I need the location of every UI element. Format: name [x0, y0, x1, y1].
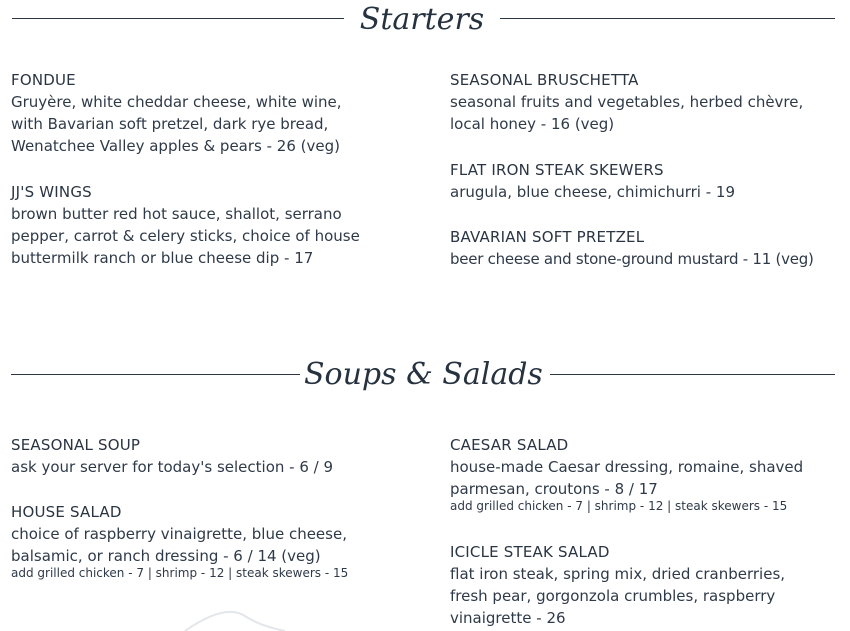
menu-item-icicle-steak-salad [450, 541, 785, 629]
menu-item-jjs-wings [11, 181, 360, 269]
item-addon: add grilled chicken - 7 | shrimp - 12 | steak skewers - 15 [11, 566, 349, 580]
item-desc-line: with Bavarian soft pretzel, dark rye bread, [11, 115, 329, 133]
soups-salads-title: Soups & Salads [304, 357, 543, 392]
item-desc-line: buttermilk ranch or blue cheese dip - 17 [11, 249, 314, 267]
item-desc-line: house-made Caesar dressing, romaine, shaved [450, 458, 804, 476]
item-name: BAVARIAN SOFT PRETZEL [450, 228, 645, 246]
item-name: SEASONAL SOUP [11, 436, 141, 454]
starters-right-rule [500, 18, 835, 19]
item-name: FONDUE [11, 71, 76, 89]
starters-title: Starters [359, 2, 485, 37]
item-desc-line: vinaigrette - 26 [450, 609, 566, 627]
menu-item-bavarian-soft-pretzel [450, 226, 814, 270]
starters-header [0, 0, 850, 40]
menu-item-house-salad [11, 501, 348, 580]
item-desc-line: fresh pear, gorgonzola crumbles, raspberry [450, 587, 776, 605]
soups-salads-right-rule [550, 374, 835, 375]
item-addon: add grilled chicken - 7 | shrimp - 12 | steak skewers - 15 [450, 499, 788, 513]
decorative-watermark-icon [180, 598, 290, 631]
item-desc-line: pepper, carrot & celery sticks, choice of house [11, 227, 360, 245]
starters-left-rule [12, 18, 344, 19]
menu-item-flat-iron-steak-skewers [450, 159, 735, 203]
item-name: HOUSE SALAD [11, 503, 122, 521]
menu-item-seasonal-bruschetta [450, 69, 803, 135]
item-name: SEASONAL BRUSCHETTA [450, 71, 639, 89]
menu-item-seasonal-soup [11, 434, 333, 478]
item-desc-line: seasonal fruits and vegetables, herbed chèvre, [450, 93, 804, 111]
item-desc-line: brown butter red hot sauce, shallot, serrano [11, 205, 342, 223]
item-desc-line: beer cheese and stone-ground mustard - 11 (veg) [450, 250, 814, 268]
item-desc-line: arugula, blue cheese, chimichurri - 19 [450, 183, 736, 201]
item-desc-line: flat iron steak, spring mix, dried cranberries, [450, 565, 786, 583]
soups-salads-header [0, 355, 850, 395]
menu-item-fondue [11, 69, 342, 157]
item-desc-line: balsamic, or ranch dressing - 6 / 14 (veg) [11, 547, 321, 565]
soups-salads-left-rule [11, 374, 300, 375]
item-name: FLAT IRON STEAK SKEWERS [450, 161, 664, 179]
item-name: ICICLE STEAK SALAD [450, 543, 610, 561]
item-name: JJ'S WINGS [11, 183, 92, 201]
item-desc-line: Wenatchee Valley apples & pears - 26 (veg) [11, 137, 340, 155]
item-desc-line: choice of raspberry vinaigrette, blue cheese, [11, 525, 347, 543]
item-desc-line: ask your server for today's selection - 6 / 9 [11, 458, 334, 476]
item-desc-line: parmesan, croutons - 8 / 17 [450, 480, 658, 498]
menu-item-caesar-salad [450, 434, 803, 513]
item-desc-line: Gruyère, white cheddar cheese, white wine, [11, 93, 342, 111]
item-name: CAESAR SALAD [450, 436, 569, 454]
item-desc-line: local honey - 16 (veg) [450, 115, 615, 133]
